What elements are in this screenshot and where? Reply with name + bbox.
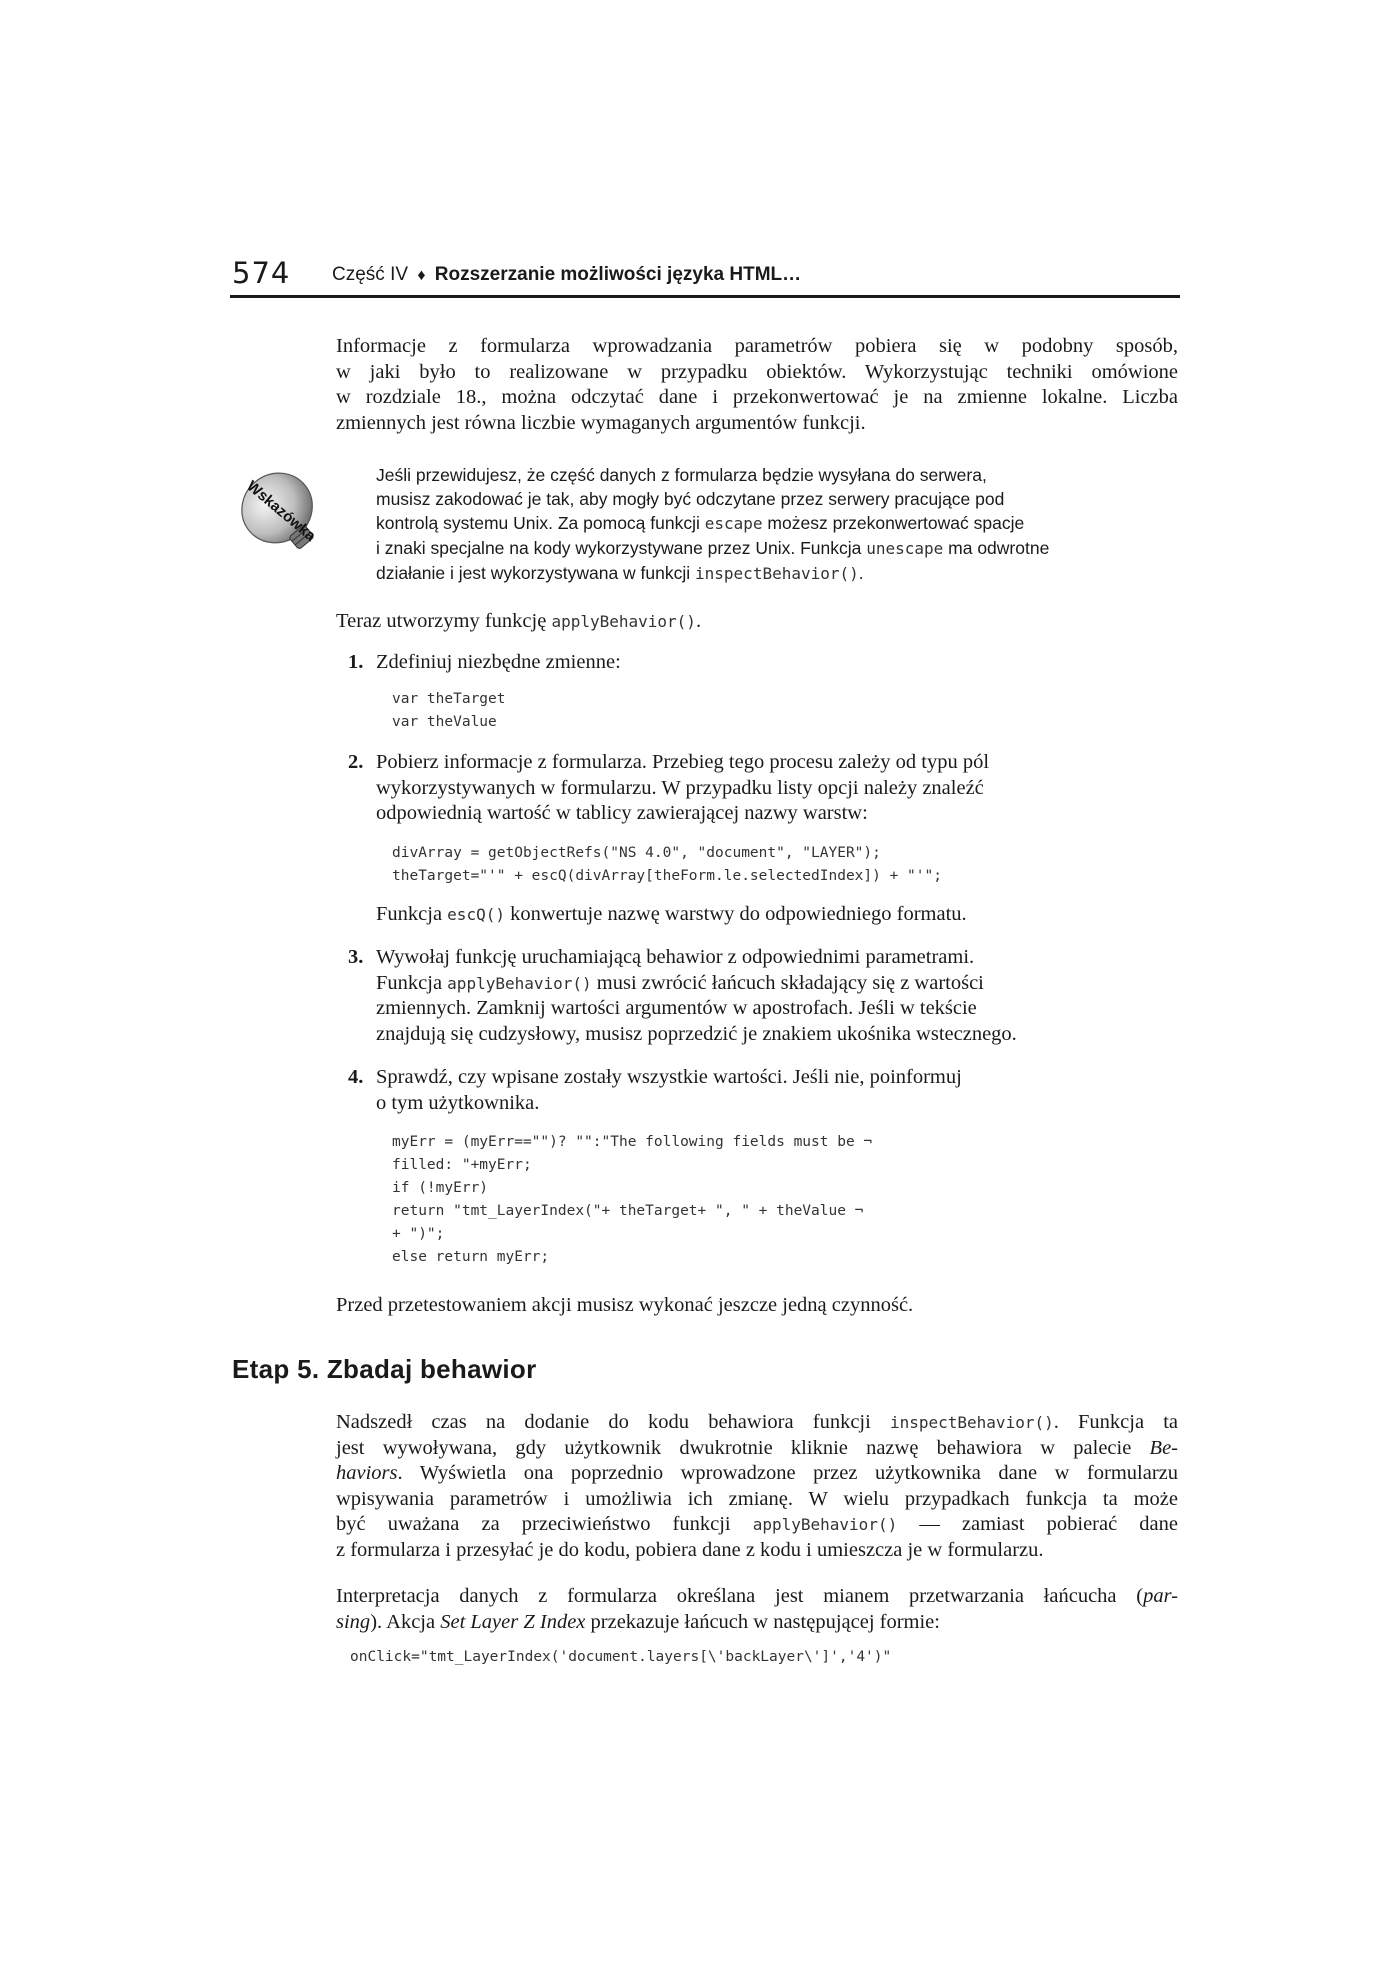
page-number: 574 <box>232 256 291 290</box>
step-4 <box>348 1065 1128 1116</box>
inline-code: unescape <box>866 539 944 558</box>
text-line: Informacje z formularza wprowadzania parametrów pobiera się w podobny sposób, <box>336 335 1178 357</box>
running-head <box>332 264 801 286</box>
step-1 <box>348 650 1128 676</box>
diamond-icon: ♦ <box>417 267 426 284</box>
code-block-2: divArray = getObjectRefs("NS 4.0", "document", "LAYER"); theTarget="'" + escQ(divArray[theForm.le.selectedIndex]) + "'"; <box>392 845 942 884</box>
now-create-paragraph: Teraz utworzymy funkcję applyBehavior(). <box>336 610 702 632</box>
section-paragraph-2: Interpretacja danych z formularza określana jest mianem przetwarzania łańcucha (par- sing). Akcja Set Layer Z Index przekazuje łańcuch w następującej formie: <box>336 1585 1178 1633</box>
step-number: 3. <box>348 946 364 968</box>
code-block-4: myErr = (myErr=="")? "":"The following fields must be ¬ filled: "+myErr; if (!myErr) return "tmt_LayerIndex("+ theTarget+ ", " + theValue ¬ + ")"; else return myErr; <box>392 1134 873 1265</box>
text-line: odpowiednią wartość w tablicy zawierającej nazwy warstw: <box>376 802 868 824</box>
text-line: wykorzystywanych w formularzu. W przypadku listy opcji należy znaleźć <box>376 776 984 799</box>
text-line: zmiennych. Zamknij wartości argumentów w apostrofach. Jeśli w tekście <box>376 997 977 1019</box>
text-line: Pobierz informacje z formularza. Przebieg tego procesu zależy od typu pól <box>376 751 990 773</box>
text-line: Sprawdź, czy wpisane zostały wszystkie wartości. Jeśli nie, poinformuj <box>376 1066 962 1088</box>
tip-lightbulb-icon <box>232 458 336 562</box>
intro-paragraph <box>336 334 1178 436</box>
tip-icon-label: Wskazówka <box>243 477 319 545</box>
text-line: Jeśli przewidujesz, że część danych z formularza będzie wysyłana do serwera, <box>376 465 987 485</box>
inline-code: inspectBehavior() <box>695 564 859 583</box>
tip-text <box>376 463 1176 586</box>
part-label: Część IV <box>332 264 409 285</box>
inline-code: escape <box>704 514 763 533</box>
inline-code: applyBehavior() <box>551 612 696 631</box>
step-2 <box>348 750 1128 827</box>
text-line: musisz zakodować je tak, aby mogły być odczytane przez serwery pracujące pod <box>376 489 1005 509</box>
inline-code: escQ() <box>447 905 505 924</box>
step-3: 3. Wywołaj funkcję uruchamiającą behawior z odpowiednimi parametrami. Funkcja applyBehavior() musi zwrócić łańcuch składający się z wartości zmiennych. Zamknij wartości argumentów w apostrofach. Jeśli w tekście znajdują się cudzysłowy, musisz poprzedzić je znakiem ukośnika wstecznego. <box>348 945 1128 1047</box>
text-line: zmiennych jest równa liczbie wymaganych argumentów funkcji. <box>336 411 866 434</box>
text-line: w rozdziale 18., można odczytać dane i przekonwertować je na zmienne lokalne. Liczba <box>336 386 1178 408</box>
text-line: znajdują się cudzysłowy, musisz poprzedzić je znakiem ukośnika wstecznego. <box>376 1022 1017 1045</box>
page-header <box>232 256 1178 296</box>
step-2-note: Funkcja escQ() konwertuje nazwę warstwy do odpowiedniego formatu. <box>376 903 967 925</box>
text-line: działanie i jest wykorzystywana w funkcji inspectBehavior(). <box>376 563 864 583</box>
text-line: w jaki było to realizowane w przypadku obiektów. Wykorzystując techniki omówione <box>336 360 1178 383</box>
step-number: 4. <box>348 1066 364 1088</box>
text-line: kontrolą systemu Unix. Za pomocą funkcji escape możesz przekonwertować spacje <box>376 513 1025 533</box>
text-line: Wywołaj funkcję uruchamiającą behawior z odpowiednimi parametrami. <box>376 946 975 968</box>
inline-code: applyBehavior() <box>447 973 592 993</box>
step-text: Zdefiniuj niezbędne zmienne: <box>376 651 621 673</box>
chapter-title: Rozszerzanie możliwości języka HTML… <box>434 264 802 285</box>
section-title: Etap 5. Zbadaj behawior <box>232 1354 537 1384</box>
text-line: o tym użytkownika. <box>376 1091 540 1114</box>
final-code-line: onClick="tmt_LayerIndex('document.layers[\'backLayer\']','4')" <box>350 1649 892 1665</box>
section-paragraph-1: Nadszedł czas na dodanie do kodu behawiora funkcji inspectBehavior(). Funkcja ta jest wywoływana, gdy użytkownik dwukrotnie kliknie nazwę behawiora w palecie Be- haviors. Wyświetla ona poprzednio wprowadzone przez użytkownika dane w formularzu wpisywania parametrów i umożliwia ich zmianę. W wielu przypadkach funkcja ta może być uważana za przeciwieństwo funkcji applyBehavior() — zamiast pobierać dane z formularza i przesyłać je do kodu, pobiera dane z kodu i umieszcza je w formularzu. <box>336 1411 1179 1561</box>
step-number: 1. <box>348 651 364 673</box>
header-rule <box>230 295 1180 298</box>
text-line: i znaki specjalne na kody wykorzystywane przez Unix. Funkcja unescape ma odwrotne <box>376 538 1050 558</box>
code-block-1: var theTarget var theValue <box>392 691 506 730</box>
inline-code: inspectBehavior() <box>889 1413 1054 1432</box>
inline-code: applyBehavior() <box>752 1515 898 1534</box>
before-testing-paragraph: Przed przetestowaniem akcji musisz wykonać jeszcze jedną czynność. <box>336 1294 914 1316</box>
step-number: 2. <box>348 751 364 773</box>
